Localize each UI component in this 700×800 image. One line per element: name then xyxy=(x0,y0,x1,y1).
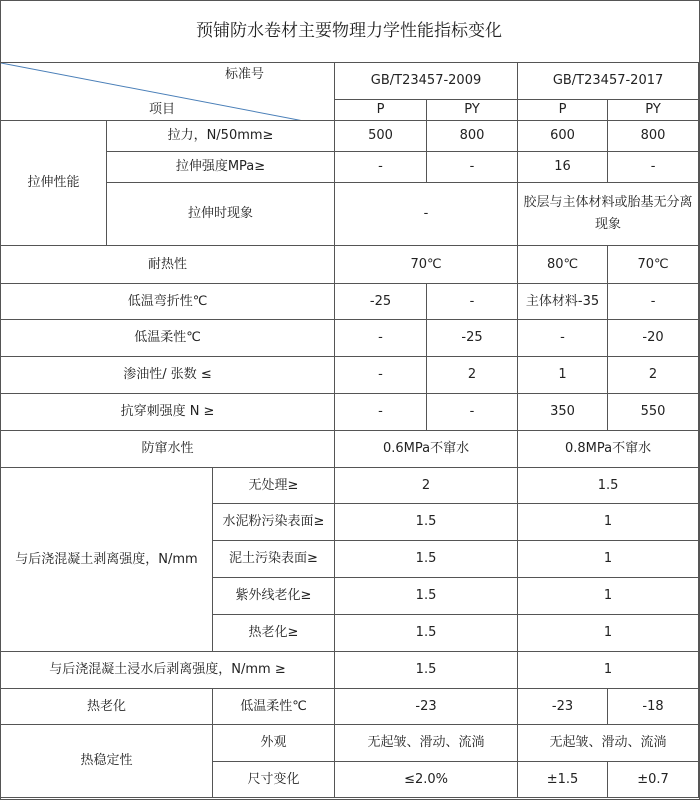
value-cell: - xyxy=(335,394,427,431)
value-cell: - xyxy=(335,152,427,183)
value-cell: ≤2.0% xyxy=(335,762,518,798)
table-row xyxy=(1,725,699,762)
value-cell: 800 xyxy=(427,121,518,152)
row-label: 紫外线老化≥ xyxy=(213,578,335,615)
row-label: 水泥粉污染表面≥ xyxy=(213,504,335,541)
value-cell: 1 xyxy=(518,357,608,394)
table-row xyxy=(1,121,699,152)
value-cell: - xyxy=(427,394,518,431)
table-row xyxy=(1,652,699,689)
value-cell: 1 xyxy=(518,578,699,615)
row-label: 无处理≥ xyxy=(213,468,335,504)
value-cell: 1 xyxy=(518,615,699,652)
value-cell: 0.8MPa不窜水 xyxy=(518,431,699,468)
value-cell: 0.6MPa不窜水 xyxy=(335,431,518,468)
heat-aging-group-label: 热老化 xyxy=(1,689,213,725)
py-2009-header: PY xyxy=(427,100,518,121)
tensile-group-label: 拉伸性能 xyxy=(1,121,107,246)
row-label: 低温弯折性℃ xyxy=(1,284,335,320)
row-label: 泥土污染表面≥ xyxy=(213,541,335,578)
value-cell: 2 xyxy=(335,468,518,504)
value-cell: - xyxy=(335,357,427,394)
value-cell: ±1.5 xyxy=(518,762,608,798)
row-label: 防窜水性 xyxy=(1,431,335,468)
value-cell: 主体材料-35 xyxy=(518,284,608,320)
value-cell: -23 xyxy=(518,689,608,725)
value-cell: ±0.7 xyxy=(608,762,699,798)
value-cell: 1.5 xyxy=(335,504,518,541)
value-cell: - xyxy=(427,284,518,320)
table-row xyxy=(1,689,699,725)
value-cell: 16 xyxy=(518,152,608,183)
value-cell: 1.5 xyxy=(335,652,518,689)
peel-group-label: 与后浇混凝土剥离强度，N/mm xyxy=(1,468,213,652)
std-2009-header: GB/T23457-2009 xyxy=(335,63,518,100)
row-label: 与后浇混凝土浸水后剥离强度，N/mm ≥ xyxy=(1,652,335,689)
value-cell: 胶层与主体材料或胎基无分离现象 xyxy=(518,183,699,246)
table-row xyxy=(1,468,699,504)
value-cell: 600 xyxy=(518,121,608,152)
value-cell: 无起皱、滑动、流淌 xyxy=(335,725,518,762)
row-label: 耐热性 xyxy=(1,246,335,284)
standard-header-label: 标准号 xyxy=(225,67,265,82)
value-cell: 2 xyxy=(608,357,699,394)
value-cell: -18 xyxy=(608,689,699,725)
row-label: 拉伸强度MPa≥ xyxy=(107,152,335,183)
value-cell: - xyxy=(608,284,699,320)
value-cell: 2 xyxy=(427,357,518,394)
row-label: 拉力，N/50mm≥ xyxy=(107,121,335,152)
value-cell: - xyxy=(427,152,518,183)
value-cell: 1.5 xyxy=(335,578,518,615)
value-cell: 1 xyxy=(518,652,699,689)
row-label: 抗穿刺强度 N ≥ xyxy=(1,394,335,431)
value-cell: 500 xyxy=(335,121,427,152)
page-title: 预铺防水卷材主要物理力学性能指标变化 xyxy=(0,0,698,63)
value-cell: 1.5 xyxy=(335,615,518,652)
value-cell: 800 xyxy=(608,121,699,152)
value-cell: 70℃ xyxy=(608,246,699,284)
std-2017-header: GB/T23457-2017 xyxy=(518,63,699,100)
row-label: 低温柔性℃ xyxy=(213,689,335,725)
row-label: 渗油性/ 张数 ≤ xyxy=(1,357,335,394)
value-cell: 无起皱、滑动、流淌 xyxy=(518,725,699,762)
value-cell: -23 xyxy=(335,689,518,725)
heat-stability-group-label: 热稳定性 xyxy=(1,725,213,798)
row-label: 拉伸时现象 xyxy=(107,183,335,246)
diagonal-header-cell xyxy=(1,63,335,121)
p-2017-header: P xyxy=(518,100,608,121)
row-label: 热老化≥ xyxy=(213,615,335,652)
row-label: 尺寸变化 xyxy=(213,762,335,798)
value-cell: 550 xyxy=(608,394,699,431)
value-cell: 1.5 xyxy=(335,541,518,578)
table-row xyxy=(1,431,699,468)
table-row xyxy=(1,394,699,431)
table-row xyxy=(1,320,699,357)
value-cell: - xyxy=(608,152,699,183)
py-2017-header: PY xyxy=(608,100,699,121)
properties-table xyxy=(0,62,699,798)
value-cell: -20 xyxy=(608,320,699,357)
value-cell: 350 xyxy=(518,394,608,431)
p-2009-header: P xyxy=(335,100,427,121)
item-header-label: 项目 xyxy=(149,102,176,117)
value-cell: 1 xyxy=(518,504,699,541)
header-row xyxy=(1,63,699,100)
value-cell: 1.5 xyxy=(518,468,699,504)
value-cell: 1 xyxy=(518,541,699,578)
row-label: 低温柔性℃ xyxy=(1,320,335,357)
value-cell: 80℃ xyxy=(518,246,608,284)
value-cell: -25 xyxy=(427,320,518,357)
table-row xyxy=(1,284,699,320)
row-label: 外观 xyxy=(213,725,335,762)
value-cell: 70℃ xyxy=(335,246,518,284)
value-cell: - xyxy=(518,320,608,357)
value-cell: -25 xyxy=(335,284,427,320)
table-row xyxy=(1,246,699,284)
value-cell: - xyxy=(335,320,427,357)
table-row xyxy=(1,357,699,394)
value-cell: - xyxy=(335,183,518,246)
